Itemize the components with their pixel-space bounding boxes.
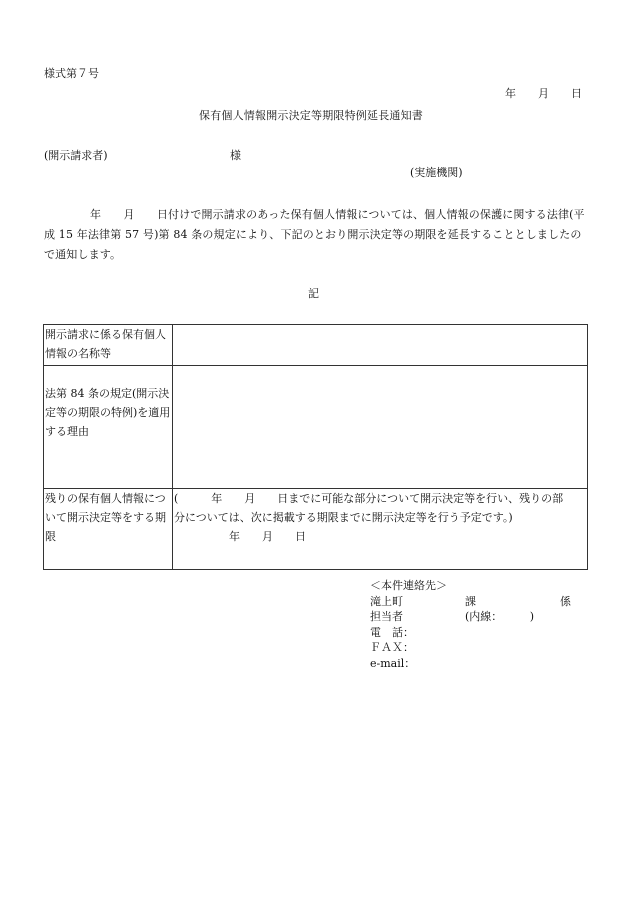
row-value-info-name[interactable]: [173, 325, 588, 366]
contact-extension: (内線： ): [465, 610, 535, 623]
document-title: 保有個人情報開示決定等期限特例延長通知書: [199, 109, 423, 122]
table-row: [44, 366, 588, 489]
row-label-deadline: 残りの保有個人情報について開示決定等をする期限: [44, 489, 173, 570]
contact-fax: ＦＡＸ：: [370, 641, 414, 654]
contact-block: [370, 578, 571, 671]
contact-email: e-mail：: [370, 656, 416, 670]
contact-heading: ＜本件連絡先＞: [370, 579, 447, 592]
deadline-line-1: ( 年 月 日までに可能な部分について開示決定等を行い、残りの部: [174, 492, 564, 505]
contact-kakari: 係: [560, 594, 571, 608]
row-label-reason: 法第 84 条の規定(開示決定等の期限の特例)を適用する理由: [44, 366, 173, 489]
agency-label: (実施機関): [410, 166, 463, 179]
details-table: [43, 324, 588, 570]
notice-paragraph: 年 月 日付けで開示請求のあった保有個人情報については、個人情報の保護に関する法律(平成 15 年法律第 57 号)第 84 条の規定により、下記のとおり開示決定等の期限を延長することとしましたので通知します。: [44, 208, 585, 261]
contact-town: 滝上町: [370, 594, 403, 608]
ki-heading: 記: [308, 287, 319, 300]
contact-phone: 電 話：: [370, 625, 414, 639]
table-row: [44, 489, 588, 570]
table-row: [44, 325, 588, 366]
contact-person: 担当者: [370, 610, 403, 623]
date-line: 年 月 日: [505, 87, 582, 100]
contact-person-row: [370, 609, 571, 625]
form-number: 様式第７号: [44, 67, 99, 80]
requester-label: (開示請求者): [44, 149, 108, 162]
deadline-line-2: 分については、次に掲載する期限までに開示決定等を行う予定です。): [174, 511, 513, 524]
honorific: 様: [230, 149, 241, 162]
row-value-deadline[interactable]: [173, 489, 588, 570]
contact-department: [370, 594, 571, 610]
contact-ka: 課: [465, 594, 476, 608]
row-value-reason[interactable]: [173, 366, 588, 489]
deadline-line-3: 年 月 日: [174, 530, 306, 543]
row-label-info-name: 開示請求に係る保有個人情報の名称等: [44, 325, 173, 366]
